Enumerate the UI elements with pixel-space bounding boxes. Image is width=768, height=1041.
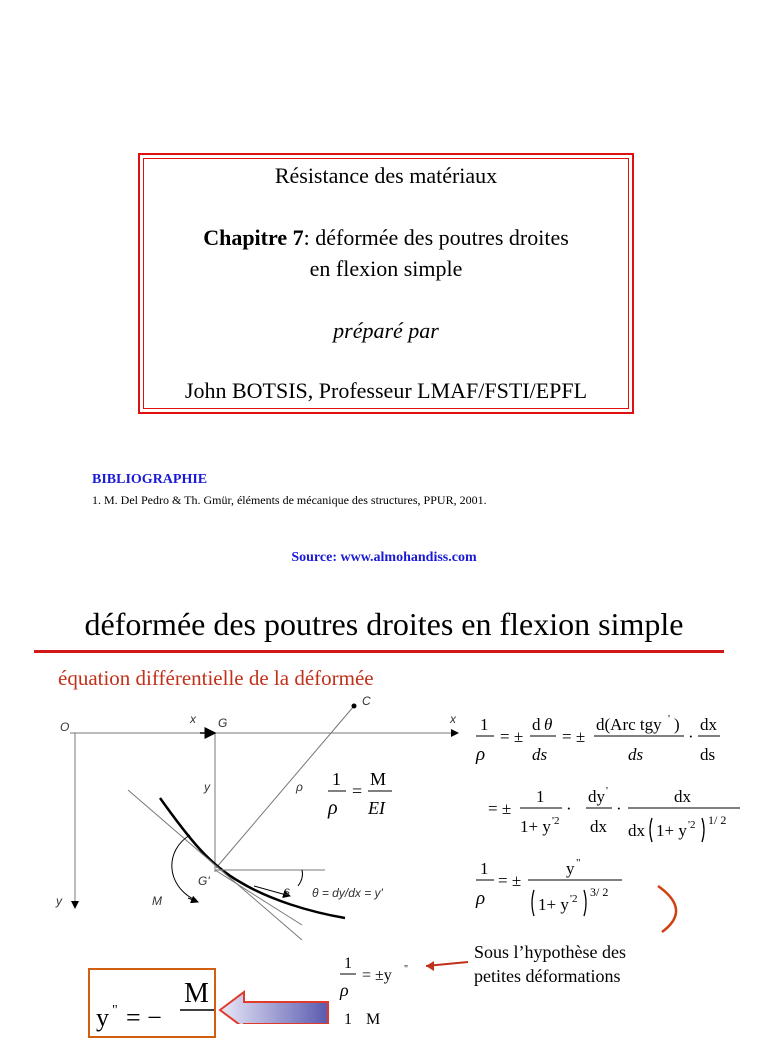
svg-text:ρ: ρ — [476, 888, 486, 909]
svg-text:dx: dx — [628, 821, 645, 840]
svg-text:ds: ds — [700, 745, 716, 764]
hypothesis-line1: Sous l’hypothèse des — [474, 942, 626, 962]
svg-text:": " — [576, 857, 581, 869]
title-divider — [34, 650, 724, 653]
slide-subtitle: équation différentielle de la déformée — [58, 666, 374, 690]
svg-text:ρ: ρ — [476, 744, 486, 765]
svg-text:'2: '2 — [552, 815, 560, 827]
chapter-topic: : déformée des poutres droites — [303, 225, 569, 250]
label-y-small: y — [204, 780, 210, 794]
svg-text:1: 1 — [344, 1011, 352, 1024]
label-theta: θ = dy/dx = y' — [312, 886, 383, 900]
label-O: O — [60, 720, 70, 734]
bibliography-item: 1. M. Del Pedro & Th. Gmür, éléments de mécanique des structures, PPUR, 2001. — [92, 493, 487, 507]
svg-text:·: · — [566, 799, 572, 818]
label-C: C — [362, 694, 371, 708]
svg-text:': ' — [606, 785, 608, 797]
svg-text:): ) — [674, 715, 680, 734]
svg-text:d: d — [532, 715, 541, 734]
author: John BOTSIS, Professeur LMAF/FSTI/EPFL — [184, 378, 588, 403]
label-rho: ρ — [296, 780, 303, 794]
svg-text:ds: ds — [628, 745, 644, 764]
label-x-axis: x — [450, 712, 456, 726]
svg-text:ρ: ρ — [328, 797, 338, 819]
chapter-topic-line2: en flexion simple — [309, 256, 463, 281]
theta-arc — [298, 870, 303, 886]
label-M: M — [152, 894, 162, 908]
course-title: Résistance des matériaux — [274, 163, 498, 188]
svg-text:": " — [404, 964, 409, 975]
svg-text:M: M — [184, 978, 209, 1009]
svg-text:ds: ds — [532, 745, 548, 764]
svg-text:d(Arc tgy: d(Arc tgy — [596, 715, 662, 734]
svg-text:y: y — [566, 859, 575, 878]
svg-text:= ±: = ± — [500, 727, 524, 746]
svg-text:1+ y: 1+ y — [520, 817, 551, 836]
svg-text:1/ 2: 1/ 2 — [708, 813, 727, 827]
chapter-title — [140, 225, 632, 251]
svg-text:θ: θ — [544, 715, 553, 734]
final-equation-box — [88, 968, 216, 1038]
curvature-second-derivative-equation — [475, 857, 622, 916]
svg-text:= ±: = ± — [562, 727, 586, 746]
chapter-number: Chapitre 7 — [203, 225, 304, 250]
svg-text:M: M — [366, 1011, 381, 1024]
label-y-axis: y — [56, 894, 62, 908]
svg-text:'2: '2 — [688, 819, 696, 831]
deformed-beam-curve — [160, 798, 345, 918]
svg-text:1: 1 — [344, 955, 352, 972]
svg-text:=: = — [352, 781, 363, 801]
source-link[interactable]: Source: www.almohandiss.com — [291, 550, 477, 565]
svg-text:3/ 2: 3/ 2 — [590, 885, 609, 899]
bibliography-heading: BIBLIOGRAPHIE — [92, 472, 208, 487]
final-equation — [90, 970, 214, 1036]
curvature-moment-equation — [327, 769, 392, 819]
svg-text:·: · — [616, 799, 622, 818]
svg-text:= ±y: = ±y — [362, 967, 392, 984]
svg-text:1: 1 — [480, 715, 489, 734]
svg-text:= ±: = ± — [498, 871, 522, 890]
curvature-expanded-equation — [488, 785, 740, 842]
svg-text:y: y — [96, 1003, 109, 1032]
prepared-by: préparé par — [333, 318, 439, 343]
svg-text:1+ y: 1+ y — [538, 895, 569, 914]
svg-text:dy: dy — [588, 787, 605, 806]
hypothesis-line2: petites déformations — [474, 966, 621, 986]
block-arrow — [218, 990, 330, 1024]
cover-title-box — [138, 153, 634, 414]
svg-text:dx: dx — [674, 787, 691, 806]
svg-text:1: 1 — [332, 769, 341, 789]
svg-text:= ±: = ± — [488, 799, 512, 818]
svg-text:1: 1 — [480, 859, 489, 878]
slide-title: déformée des poutres droites en flexion simple — [84, 606, 684, 642]
label-s: s — [284, 884, 290, 898]
svg-text:1: 1 — [536, 787, 545, 806]
label-G: G — [218, 716, 228, 730]
svg-text:dx: dx — [700, 715, 717, 734]
svg-text:= −: = − — [126, 1003, 162, 1032]
svg-text:M: M — [370, 769, 387, 789]
svg-text:1+ y: 1+ y — [656, 821, 687, 840]
svg-text:ρ: ρ — [340, 980, 349, 1000]
svg-text:dx: dx — [590, 817, 607, 836]
svg-text:·: · — [688, 727, 694, 746]
label-x-top: x — [190, 712, 196, 726]
label-G-prime: G' — [198, 874, 210, 888]
svg-text:'2: '2 — [570, 893, 578, 905]
svg-text:EI: EI — [368, 798, 385, 818]
curvature-definition-equation — [475, 713, 720, 765]
small-deformation-equation — [339, 955, 408, 1024]
svg-text:': ' — [668, 713, 670, 725]
hypothesis-note — [474, 940, 626, 988]
svg-text:": " — [112, 1003, 118, 1018]
bracket-mark — [658, 886, 676, 932]
